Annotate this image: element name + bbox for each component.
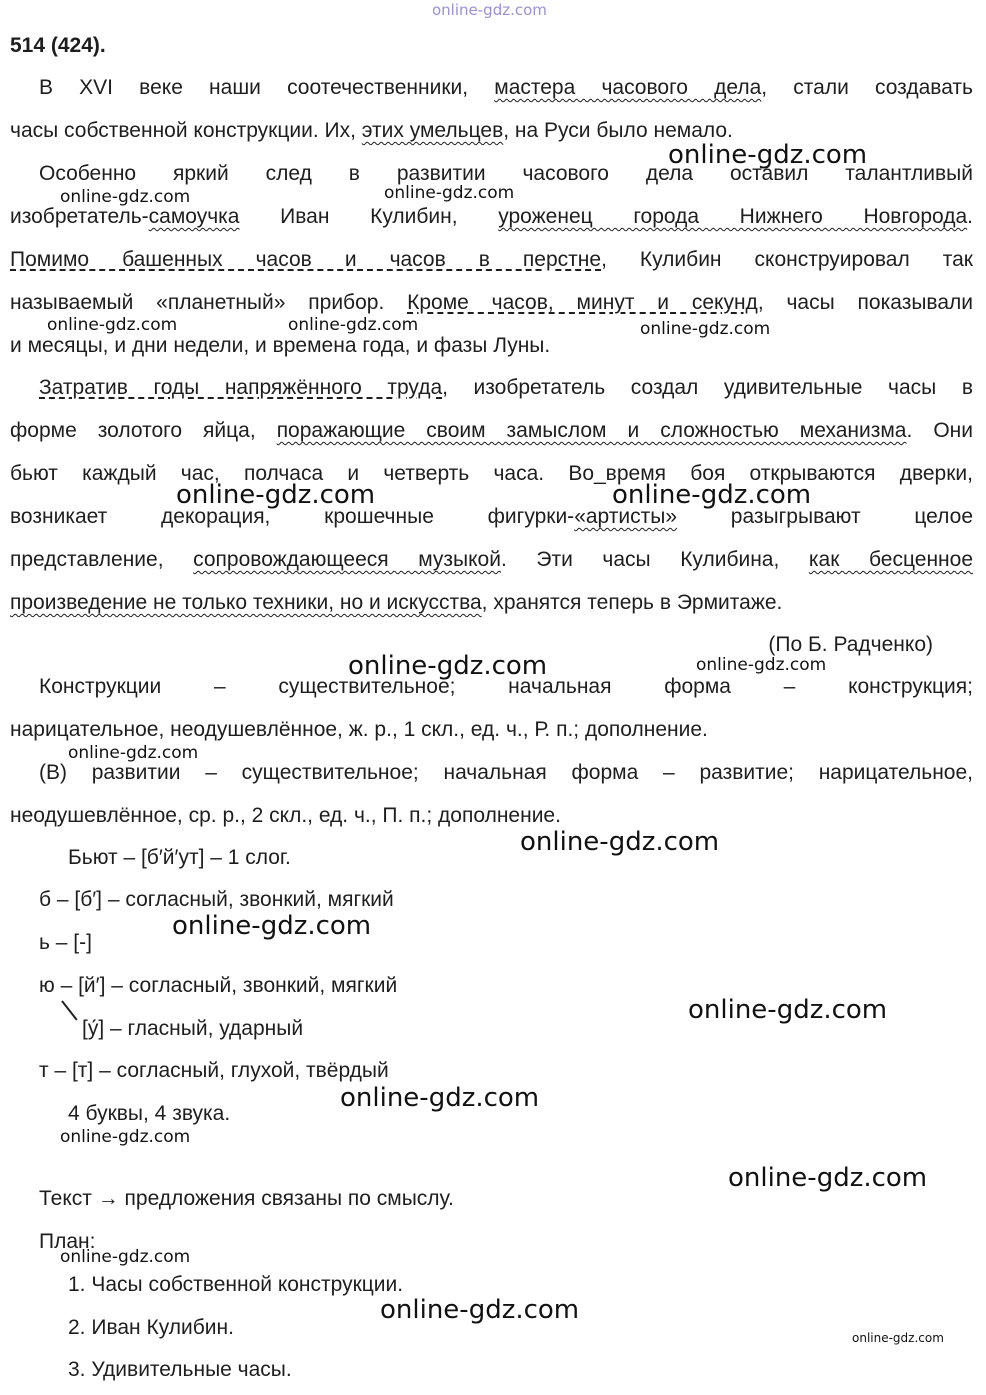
text-line-5: Помимо башенных часов и часов в перстне, Кулибин сконструировал так xyxy=(10,248,973,271)
watermark: online-gdz.com xyxy=(688,995,888,1025)
text-line-12: представление, сопровождающееся музыкой. Эти часы Кулибина, как бесценное xyxy=(10,548,973,571)
analysis-line-3: (В) развитии – существительное; начальная форма – развитие; нарицательное, xyxy=(39,761,973,784)
watermark: online-gdz.com xyxy=(68,743,199,763)
watermark: online-gdz.com xyxy=(668,140,868,170)
phonetic-line-2: ь – [-] xyxy=(39,931,92,954)
analysis-line-2: нарицательное, неодушевлённое, ж. р., 1 скл., ед. ч., Р. п.; дополнение. xyxy=(10,718,708,741)
watermark: online-gdz.com xyxy=(640,319,771,339)
watermark: online-gdz.com xyxy=(348,651,548,681)
phonetic-title: Бьют – [б′й′ут] – 1 слог. xyxy=(68,846,291,869)
watermark: online-gdz.com xyxy=(612,480,812,510)
watermark: online-gdz.com xyxy=(47,315,178,335)
watermark: online-gdz.com xyxy=(288,315,419,335)
watermark: online-gdz.com xyxy=(696,655,827,675)
watermark: online-gdz.com xyxy=(340,1083,540,1113)
phonetic-summary: 4 буквы, 4 звука. xyxy=(68,1102,231,1125)
text-line-10: бьют каждый час, полчаса и четверть часа. Во_время боя открываются дверки, xyxy=(10,462,973,485)
text-line-4: изобретатель-самоучка Иван Кулибин, уроженец города Нижнего Новгорода. xyxy=(10,205,973,228)
text-line-11: возникает декорация, крошечные фигурки-«артисты» разыгрывают целое xyxy=(10,505,973,528)
text-type-note: Текст → предложения связаны по смыслу. xyxy=(39,1187,454,1210)
text-line-1: В XVI веке наши соотечественники, мастера часового дела, стали создавать xyxy=(39,76,973,99)
plan-title: План: xyxy=(39,1230,96,1253)
phonetic-line-1: б – [б′] – согласный, звонкий, мягкий xyxy=(39,888,394,911)
plan-item-3: 3. Удивительные часы. xyxy=(68,1358,292,1381)
text-line-8: Затратив годы напряжённого труда, изобретатель создал удивительные часы в xyxy=(39,376,973,399)
text-source: (По Б. Радченко) xyxy=(768,633,933,656)
text-line-3: Особенно яркий след в развитии часового дела оставил талантливый xyxy=(39,162,973,185)
text-line-13: произведение не только техники, но и искусства, хранятся теперь в Эрмитаже. xyxy=(10,591,783,614)
watermark: online-gdz.com xyxy=(520,827,720,857)
watermark: online-gdz.com xyxy=(852,1331,944,1345)
analysis-line-1: Конструкции – существительное; начальная форма – конструкция; xyxy=(39,675,973,698)
watermark: online-gdz.com xyxy=(176,480,376,510)
text-line-7: и месяцы, и дни недели, и времена года, и фазы Луны. xyxy=(10,334,551,357)
analysis-line-4: неодушевлённое, ср. р., 2 скл., ед. ч., П. п.; дополнение. xyxy=(10,804,561,827)
plan-item-1: 1. Часы собственной конструкции. xyxy=(68,1273,404,1296)
watermark-top: online-gdz.com xyxy=(432,1,547,19)
phonetic-line-5: т – [т] – согласный, глухой, твёрдый xyxy=(39,1059,389,1082)
text-line-2: часы собственной конструкции. Их, этих умельцев, на Руси было немало. xyxy=(10,119,733,142)
watermark: online-gdz.com xyxy=(728,1163,928,1193)
phonetic-branch-line xyxy=(61,1000,77,1020)
watermark: online-gdz.com xyxy=(384,183,515,203)
watermark: online-gdz.com xyxy=(380,1295,580,1325)
plan-item-2: 2. Иван Кулибин. xyxy=(68,1316,234,1339)
exercise-number: 514 (424). xyxy=(10,34,106,57)
phonetic-line-4: [у́] – гласный, ударный xyxy=(82,1017,304,1040)
watermark: online-gdz.com xyxy=(60,187,191,207)
watermark: online-gdz.com xyxy=(172,911,372,941)
text-line-9: форме золотого яйца, поражающие своим замыслом и сложностью механизма. Они xyxy=(10,419,973,442)
text-line-6: называемый «планетный» прибор. Кроме часов, минут и секунд, часы показывали xyxy=(10,291,973,314)
phonetic-line-3: ю – [й′] – согласный, звонкий, мягкий xyxy=(39,974,398,997)
watermark: online-gdz.com xyxy=(60,1247,191,1267)
watermark: online-gdz.com xyxy=(60,1127,191,1147)
